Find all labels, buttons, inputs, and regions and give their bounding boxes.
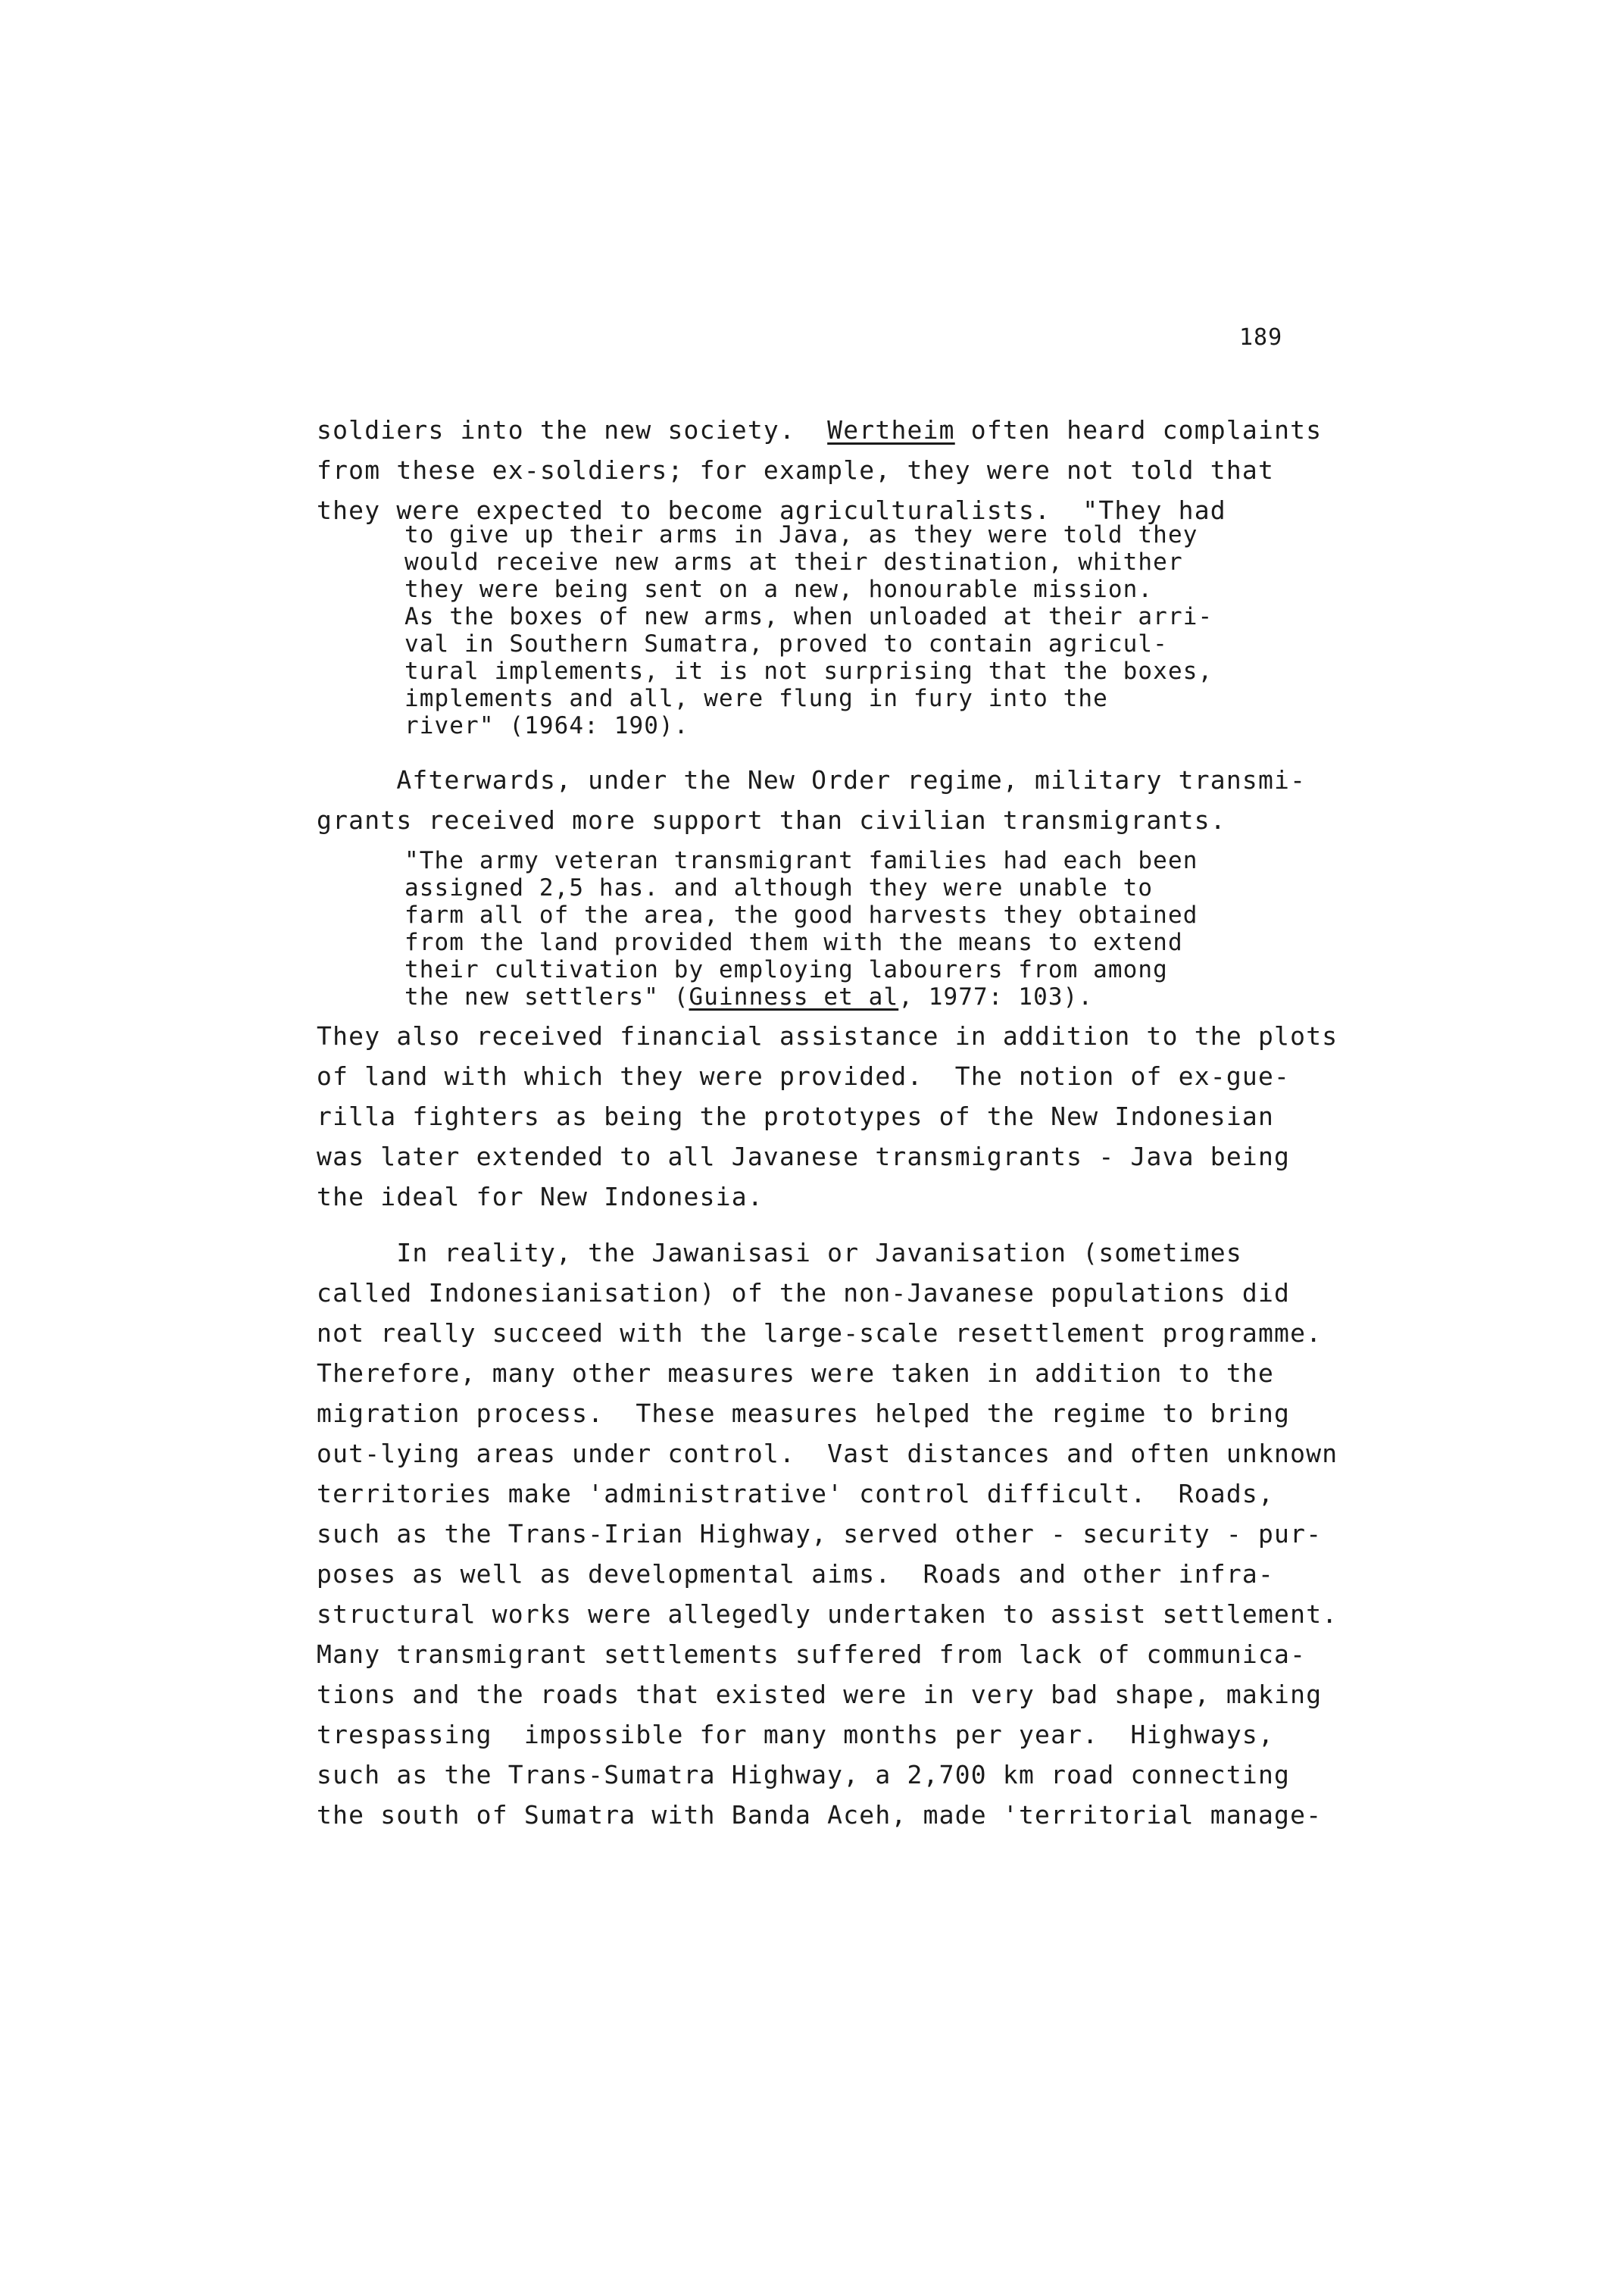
text-line: not really succeed with the large-scale resettlement programme. xyxy=(317,1318,1323,1348)
text-line: of land with which they were provided. The notion of ex-gue- xyxy=(317,1061,1291,1091)
text-line: In reality, the Jawanisasi or Javanisation (sometimes xyxy=(317,1238,1242,1267)
text-line: tions and the roads that existed were in very bad shape, making xyxy=(317,1680,1323,1709)
text-line: from these ex-soldiers; for example, they were not told that xyxy=(317,455,1275,485)
text-line: poses as well as developmental aims. Roads and other infra- xyxy=(317,1559,1275,1589)
text-line: territories make 'administrative' control difficult. Roads, xyxy=(317,1479,1275,1508)
text-line: they were expected to become agriculturalists. "They had xyxy=(317,495,1226,525)
quote-line xyxy=(404,983,1093,1011)
text-line: They also received financial assistance in addition to the plots xyxy=(317,1021,1338,1051)
text-line: migration process. These measures helped the regime to bring xyxy=(317,1399,1291,1428)
text-line: such as the Trans-Sumatra Highway, a 2,700 km road connecting xyxy=(317,1760,1291,1789)
quote-line: farm all of the area, the good harvests they obtained xyxy=(404,902,1198,929)
text-line: rilla fighters as being the prototypes of the New Indonesian xyxy=(317,1102,1275,1131)
text-line: trespassing impossible for many months per year. Highways, xyxy=(317,1720,1275,1749)
quote-line: would receive new arms at their destination, whither xyxy=(404,549,1183,576)
page-number: 189 xyxy=(1239,324,1283,351)
citation-author: Guinness et al xyxy=(689,983,899,1011)
quote-line: from the land provided them with the means to extend xyxy=(404,929,1183,956)
quote-line: assigned 2,5 has. and although they were unable to xyxy=(404,874,1154,902)
quote-line: tural implements, it is not surprising that the boxes, xyxy=(404,658,1213,685)
quote-line: river" (1964: 190). xyxy=(404,712,689,739)
text-line: was later extended to all Javanese transmigrants - Java being xyxy=(317,1142,1291,1171)
quote-line: val in Southern Sumatra, proved to contain agricul- xyxy=(404,630,1168,658)
text-line: grants received more support than civilian transmigrants. xyxy=(317,805,1226,835)
text-segment: soldiers into the new society. xyxy=(317,415,828,445)
quote-line: to give up their arms in Java, as they were told they xyxy=(404,521,1198,549)
author-name: Wertheim xyxy=(827,415,955,445)
quote-line: they were being sent on a new, honourable mission. xyxy=(404,576,1154,603)
quote-line: As the boxes of new arms, when unloaded at their arri- xyxy=(404,603,1213,630)
text-line: the ideal for New Indonesia. xyxy=(317,1182,764,1211)
text-line: called Indonesianisation) of the non-Javanese populations did xyxy=(317,1278,1291,1308)
text-segment: often heard complaints xyxy=(954,415,1323,445)
text-line: out-lying areas under control. Vast distances and often unknown xyxy=(317,1439,1338,1468)
text-line: structural works were allegedly undertaken to assist settlement. xyxy=(317,1599,1338,1629)
text-segment: , 1977: 103). xyxy=(898,983,1094,1011)
quote-line: their cultivation by employing labourers from among xyxy=(404,956,1168,983)
text-line: Afterwards, under the New Order regime, military transmi- xyxy=(317,765,1307,795)
quote-line: "The army veteran transmigrant families had each been xyxy=(404,847,1198,874)
text-line: Therefore, many other measures were taken in addition to the xyxy=(317,1358,1275,1388)
text-line xyxy=(317,415,1322,445)
text-line: Many transmigrant settlements suffered from lack of communica- xyxy=(317,1639,1307,1669)
quote-line: implements and all, were flung in fury into the xyxy=(404,685,1108,712)
text-line: such as the Trans-Irian Highway, served other - security - pur- xyxy=(317,1519,1323,1549)
text-line: the south of Sumatra with Banda Aceh, made 'territorial manage- xyxy=(317,1800,1323,1830)
text-segment: the new settlers" ( xyxy=(404,983,689,1011)
